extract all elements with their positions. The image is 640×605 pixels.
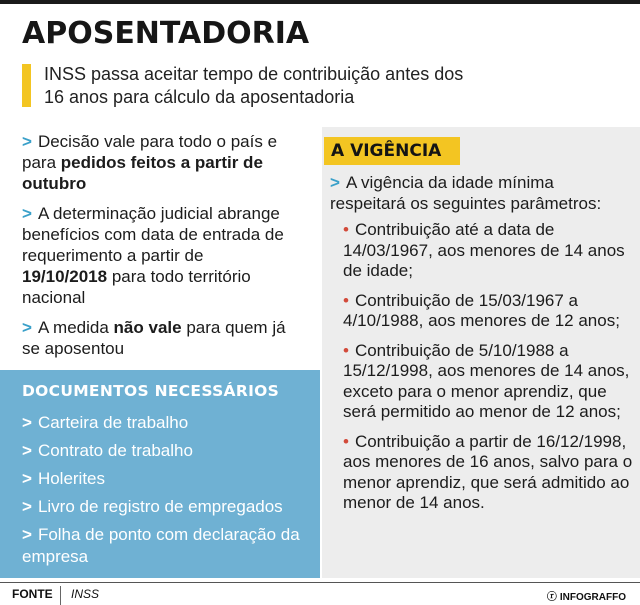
bullet-icon: • [343, 220, 349, 239]
arrow-icon: > [22, 413, 32, 432]
left-item-determination-date: 19/10/2018 [22, 267, 108, 286]
parameter-text: Contribuição a partir de 16/12/1998, aos menores de 16 anos, salvo para o menor aprendiz, que será admitido ao menor de 14 anos. [343, 431, 633, 512]
source-label: FONTE [12, 587, 53, 601]
parameter-text: Contribuição de 15/03/1967 a 4/10/1988, aos menores de 12 anos; [343, 290, 620, 330]
left-item-determination-tail: para todo território nacional [22, 267, 251, 307]
document-label: Folha de ponto com declaração da empresa [22, 525, 300, 566]
top-rule [0, 0, 640, 4]
parameter-text: Contribuição de 5/10/1988 a 15/12/1998, aos menores de 14 anos, exceto para o menor aprendiz, que será permitido ao menor de 12 anos; [343, 340, 630, 421]
list-item [22, 468, 312, 490]
list-item [22, 412, 312, 434]
left-item-exclusion-bold: não vale [113, 318, 182, 337]
subtitle-line-2: 16 anos para cálculo da aposentadoria [44, 87, 355, 107]
list-item [343, 220, 633, 282]
vigencia-parameters-list [343, 220, 633, 523]
brand-name: INFOGRAFFO [559, 592, 626, 603]
left-item-exclusion-text: A medida [37, 318, 114, 337]
bullet-icon: • [343, 431, 349, 451]
left-item-scope [22, 131, 290, 194]
copyright-icon: ⓡ [546, 592, 557, 603]
brand-logo [547, 588, 626, 603]
arrow-icon: > [22, 132, 32, 151]
list-item [22, 496, 312, 518]
page-subtitle [44, 63, 604, 109]
page-title: APOSENTADORIA [22, 16, 310, 51]
left-item-exclusion-tail: para quem já se aposentou [22, 318, 286, 358]
source-value: INSS [71, 587, 100, 601]
left-item-determination [22, 203, 290, 308]
list-item [343, 341, 633, 423]
document-label: Holerites [37, 469, 106, 488]
list-item [343, 291, 633, 332]
left-item-scope-bold: pedidos feitos a partir de outubro [22, 153, 263, 193]
arrow-icon: > [22, 469, 32, 488]
documents-title: DOCUMENTOS NECESSÁRIOS [22, 382, 280, 400]
arrow-icon: > [22, 497, 32, 516]
subtitle-line-1: INSS passa aceitar tempo de contribuição antes dos [44, 64, 464, 84]
left-column [22, 131, 290, 368]
document-label: Carteira de trabalho [37, 413, 189, 432]
left-item-scope-text: Decisão vale para todo o país e para [22, 132, 278, 172]
footer-rule [0, 582, 640, 583]
bullet-icon: • [343, 340, 349, 360]
vigencia-intro-text: A vigência da idade mínima respeitará os seguintes parâmetros: [330, 173, 602, 213]
arrow-icon: > [330, 173, 340, 192]
arrow-icon: > [22, 525, 32, 544]
source-divider [60, 586, 61, 605]
list-item [22, 440, 312, 462]
arrow-icon: > [22, 204, 32, 223]
bullet-icon: • [343, 290, 349, 310]
left-item-exclusion [22, 317, 290, 359]
arrow-icon: > [22, 318, 32, 337]
list-item [22, 524, 312, 568]
documents-list [22, 412, 312, 574]
list-item [343, 432, 633, 514]
document-label: Contrato de trabalho [37, 441, 193, 460]
vigencia-intro [330, 172, 630, 214]
arrow-icon: > [22, 441, 32, 460]
left-item-determination-text: A determinação judicial abrange benefícios com data de entrada de requerimento a partir de [22, 204, 284, 265]
document-label: Livro de registro de empregados [37, 497, 283, 516]
vigencia-label: A VIGÊNCIA [324, 137, 460, 165]
parameter-text: Contribuição até a data de 14/03/1967, aos menores de 14 anos de idade; [343, 220, 625, 280]
subtitle-accent-bar [22, 64, 31, 107]
